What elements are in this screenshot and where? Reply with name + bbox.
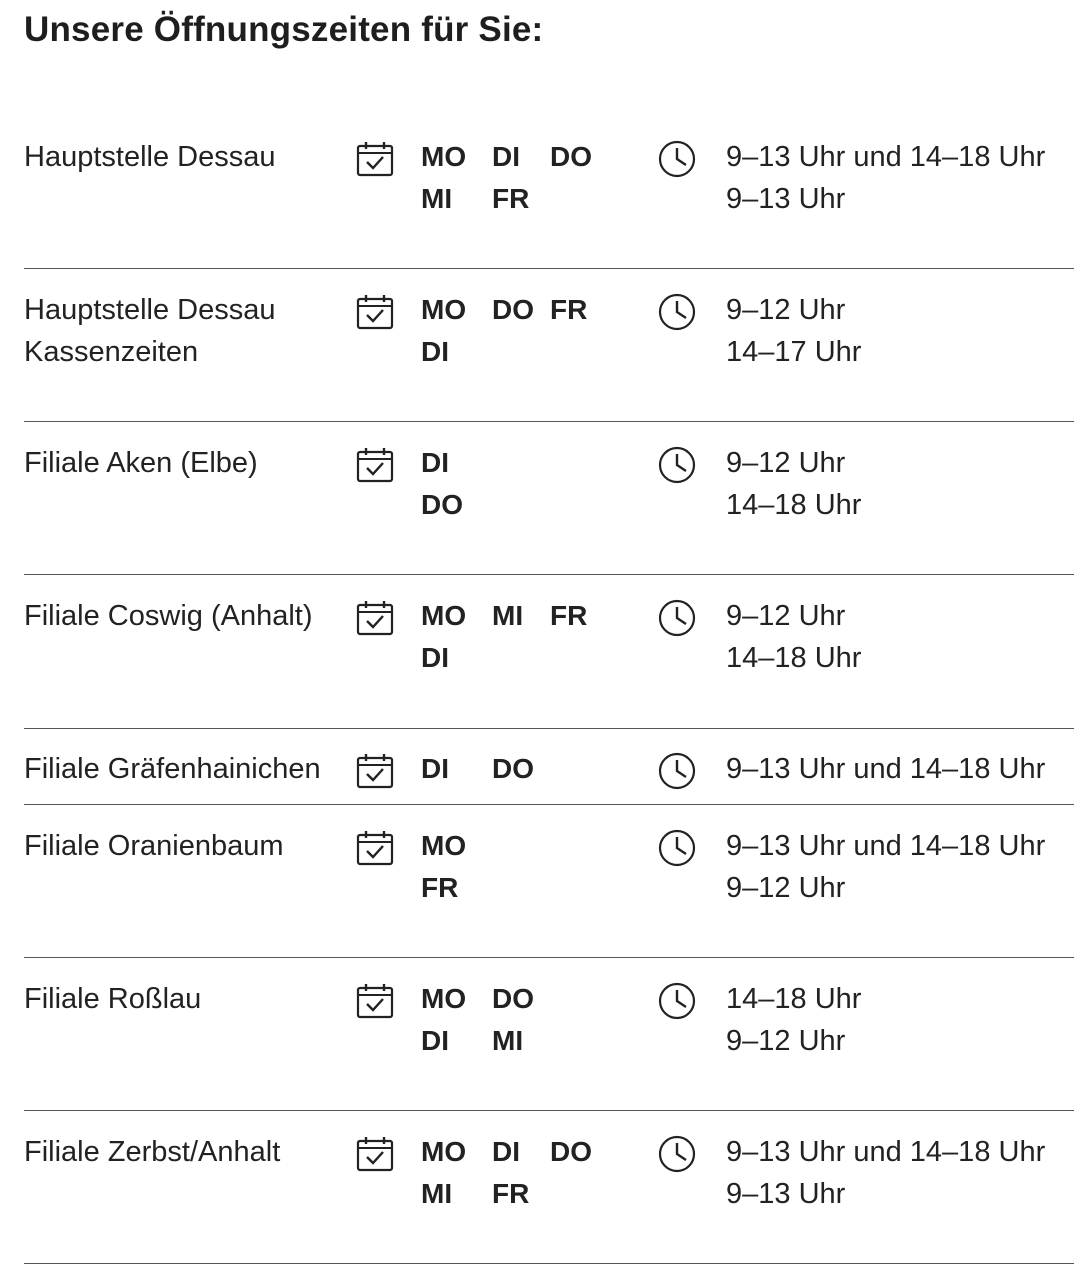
weekday: DO: [421, 489, 463, 520]
branch-name: [24, 442, 258, 484]
calendar-check-icon: [356, 982, 394, 1020]
calendar-check-icon: [356, 599, 394, 637]
clock-icon: [657, 139, 697, 179]
branch-name: [24, 136, 275, 178]
time-range: 9–12 Uhr: [726, 600, 846, 632]
weekday: MO: [421, 830, 467, 861]
clock-icon: [657, 292, 697, 332]
clock-icon: [657, 598, 697, 638]
weekday: DI: [421, 1025, 449, 1056]
opening-times: [726, 978, 861, 1062]
weekday: DO: [550, 141, 592, 172]
branch-name: [24, 595, 313, 637]
weekday: FR: [550, 294, 588, 325]
row-divider: [24, 268, 1074, 269]
calendar-check-icon: [356, 829, 394, 867]
row-divider: [24, 957, 1074, 958]
branch-name: [24, 289, 275, 373]
branch-name-line: Hauptstelle Dessau: [24, 141, 276, 173]
time-range: 14–18 Uhr: [726, 489, 862, 521]
weekday: MO: [421, 600, 467, 631]
calendar-check-icon: [356, 140, 394, 178]
row-divider: [24, 574, 1074, 575]
branch-name: [24, 748, 321, 790]
opening-times: [726, 1131, 1045, 1215]
branch-name-line: Filiale Gräfenhainichen: [24, 753, 321, 785]
time-range: 9–13 Uhr und 14–18 Uhr: [726, 830, 1046, 862]
weekday: DI: [421, 753, 449, 784]
clock-icon: [657, 828, 697, 868]
weekday: MO: [421, 983, 467, 1014]
weekday: MI: [421, 183, 453, 214]
branch-name: [24, 1131, 280, 1173]
weekday: FR: [492, 183, 530, 214]
branch-name-line: Filiale Coswig (Anhalt): [24, 600, 313, 632]
page-title: Unsere Öffnungszeiten für Sie:: [24, 10, 544, 49]
weekday: MO: [421, 294, 467, 325]
calendar-check-icon: [356, 446, 394, 484]
weekday: FR: [421, 872, 459, 903]
time-range: 9–12 Uhr: [726, 1025, 846, 1057]
weekday: DO: [492, 983, 534, 1014]
weekday: DO: [550, 1136, 592, 1167]
weekday: MI: [421, 1178, 453, 1209]
row-divider: [24, 728, 1074, 729]
row-divider: [24, 1110, 1074, 1111]
time-range: 9–12 Uhr: [726, 447, 846, 479]
clock-icon: [657, 981, 697, 1021]
opening-times: [726, 136, 1045, 220]
weekday: DI: [492, 141, 520, 172]
opening-times: [726, 595, 861, 679]
row-divider: [24, 421, 1074, 422]
branch-name: [24, 978, 201, 1020]
calendar-check-icon: [356, 1135, 394, 1173]
weekday: MI: [492, 1025, 524, 1056]
weekday: DI: [421, 642, 449, 673]
opening-times: [726, 825, 1045, 909]
time-range: 9–13 Uhr und 14–18 Uhr: [726, 141, 1046, 173]
time-range: 9–13 Uhr und 14–18 Uhr: [726, 753, 1046, 785]
weekday: MO: [421, 1136, 467, 1167]
time-range: 9–12 Uhr: [726, 872, 846, 904]
clock-icon: [657, 445, 697, 485]
time-range: 14–18 Uhr: [726, 983, 862, 1015]
weekday: DO: [492, 753, 534, 784]
calendar-check-icon: [356, 752, 394, 790]
weekday: MO: [421, 141, 467, 172]
time-range: 9–13 Uhr: [726, 183, 846, 215]
row-divider: [24, 1263, 1074, 1264]
weekday: MI: [492, 600, 524, 631]
branch-name-line: Hauptstelle Dessau: [24, 294, 276, 326]
weekday: FR: [550, 600, 588, 631]
calendar-check-icon: [356, 293, 394, 331]
time-range: 9–12 Uhr: [726, 294, 846, 326]
row-divider: [24, 804, 1074, 805]
branch-name-line: Kassenzeiten: [24, 336, 199, 368]
branch-name-line: Filiale Aken (Elbe): [24, 447, 258, 479]
branch-name: [24, 825, 284, 867]
weekday: DI: [421, 336, 449, 367]
branch-name-line: Filiale Zerbst/Anhalt: [24, 1136, 281, 1168]
time-range: 14–18 Uhr: [726, 642, 862, 674]
opening-times: [726, 442, 861, 526]
clock-icon: [657, 1134, 697, 1174]
time-range: 14–17 Uhr: [726, 336, 862, 368]
time-range: 9–13 Uhr und 14–18 Uhr: [726, 1136, 1046, 1168]
weekday: DO: [492, 294, 534, 325]
branch-name-line: Filiale Roßlau: [24, 983, 202, 1015]
clock-icon: [657, 751, 697, 791]
weekday: FR: [492, 1178, 530, 1209]
branch-name-line: Filiale Oranienbaum: [24, 830, 284, 862]
time-range: 9–13 Uhr: [726, 1178, 846, 1210]
weekday: DI: [421, 447, 449, 478]
weekday: DI: [492, 1136, 520, 1167]
opening-times: [726, 289, 861, 373]
opening-times: [726, 748, 1045, 790]
